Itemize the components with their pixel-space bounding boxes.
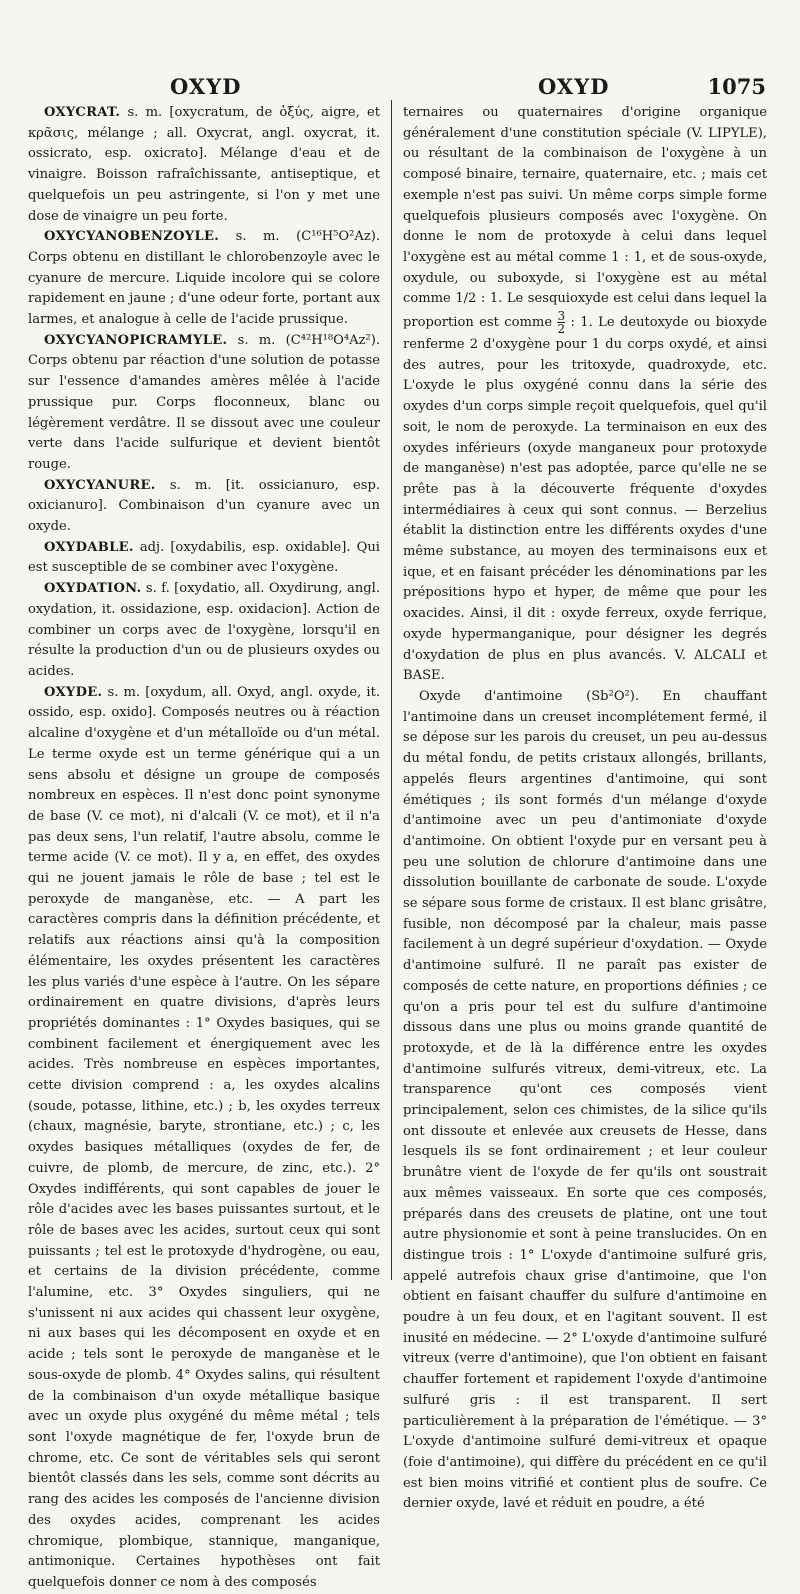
running-head-right: OXYD: [538, 74, 610, 99]
page-number: 1075: [707, 74, 766, 99]
entry-oxycyanopicramyle: OXYCYANOPICRAMYLE. s. m. (C⁴²H¹⁸O⁴Az²). Corps obtenu par réaction d'une solution de potasse sur l'essence d'amandes amères mêlée à l'acide prussique pur. Corps floconneux, blanc ou légèrement verdâtre. Il se dissout avec une couleur verte dans l'acide sulfurique et devient bientôt rouge.: [28, 332, 380, 472]
entry-oxyde: OXYDE. s. m. [oxydum, all. Oxyd, angl. oxyde, it. ossido, esp. oxido]. Composés neutres ou à réaction alcaline d'oxygène et d'un métalloïde ou d'un métal. Le terme oxyde est un terme générique qui a un sens absolu et désigne un groupe de composés nombreux en espèces. Il n'est donc point synonyme de base (V. ce mot), ni d'alcali (V. ce mot), et il n'a pas deux sens, l'un relatif, l'autre absolu, comme le terme acide (V. ce mot). Il y a, en effet, des oxydes qui ne jouent jamais le rôle de base ; tel est le peroxyde de manganèse, etc. — A part les caractères compris dans la définition précédente, et relatifs aux réactions ainsi qu'à la composition élémentaire, les oxydes présentent les caractères les plus variés d'une espèce à l'autre. On les sépare ordinairement en quatre divisions, d'après leurs propriétés dominantes : 1° Oxydes basiques, qui se combinent facilement et énergiquement avec les acides. Très nombreuse en espèces importantes, cette division comprend : a, les oxydes alcalins (soude, potasse, lithine, etc.) ; b, les oxydes terreux (chaux, magnésie, baryte, strontiane, etc.) ; c, les oxydes basiques métalliques (oxydes de fer, de cuivre, de plomb, de mercure, de zinc, etc.). 2° Oxydes indifférents, qui sont capables de jouer le rôle d'acides avec les bases puissantes surtout, et le rôle de bases avec les acides, surtout ceux qui sont puissants ; tel est le protoxyde d'hydrogène, ou eau, et certains de la division précédente, comme l'alumine, etc. 3° Oxydes singuliers, qui ne s'unissent ni aux acides qui chassent leur oxygène, ni aux bases qui les décomposent en oxyde et en acide ; tels sont le peroxyde de manganèse et le sous-oxyde de plomb. 4° Oxydes salins, qui résultent de la combinaison d'un oxyde métallique basique avec un oxyde plus oxygéné du même métal ; tels sont l'oxyde magnétique de fer, l'oxyde brun de chrome, etc. Ce sont de véritables sels qui seront bientôt classés dans les sels, comme sont décrits au rang des acides les composés de l'ancienne division des oxydes acides, comprenant les acides chromique, plombique, stannique, manganique, antimonique. Certaines hypothèses ont fait quelquefois donner ce nom à des composés: [28, 684, 380, 1590]
entry-oxycyanobenzoyle: OXYCYANOBENZOYLE. s. m. (C¹⁶H⁵O²Az). Corps obtenu en distillant le chlorobenzoyle avec le cyanure de mercure. Liquide incolore qui se colore rapidement en jaune ; d'une odeur forte, portant aux larmes, et analogue à celle de l'acide prussique.: [28, 229, 380, 328]
right-column: [403, 103, 767, 1515]
entry-oxycrat: OXYCRAT. s. m. [oxycratum, de ὀξύς, aigre, et κρᾶσις, mélange ; all. Oxycrat, angl. oxycrat, it. ossicrato, esp. oxicrato]. Mélange d'eau et de vinaigre. Boisson rafraîchissante, antiseptique, et quelquefois un peu astringente, si l'on y met une dose de vinaigre un peu forte.: [28, 105, 380, 224]
fraction-three-halves: $\frac{3}{2}$: [557, 309, 566, 337]
entry-oxyde-antimoine: Oxyde d'antimoine (Sb²O²). En chauffant l'antimoine dans un creuset incomplétement fermé, il se dépose sur les parois du creuset, un peu au-dessus du métal fondu, de petits cristaux allongés, brillants, appelés fleurs argentines d'antimoine, qui sont émétiques ; ils sont formés d'un mélange d'oxyde d'antimoine avec un peu d'antimoniate d'oxyde d'antimoine. On obtient l'oxyde pur en versant peu à peu une solution de chlorure d'antimoine dans une dissolution bouillante de carbonate de soude. L'oxyde se sépare sous forme de cristaux. Il est blanc grisâtre, fusible, non décomposé par la chaleur, mais passe facilement à un degré supérieur d'oxydation. — Oxyde d'antimoine sulfuré. Il ne paraît pas exister de composés de cette nature, en proportions définies ; ce qu'on a pris pour tel est du sulfure d'antimoine dissous dans une plus ou moins grande quantité de protoxyde, et de là la différence entre les oxydes d'antimoine sulfurés vitreux, demi-vitreux, etc. La transparence qu'ont ces composés vient principalement, selon ces chimistes, de la silice qu'ils ont dissoute et enlevée aux creusets de Hesse, dans lesquels ils se font ordinairement ; et leur couleur brunâtre vient de l'oxyde de fer qu'ils ont soustrait aux mêmes vaisseaux. En sorte que ces composés, préparés dans des creusets de platine, ont une tout autre physionomie et sont à peine translucides. On en distingue trois : 1° L'oxyde d'antimoine sulfuré gris, appelé autrefois chaux grise d'antimoine, que l'on obtient en faisant chauffer du sulfure d'antimoine en poudre à un feu doux, et en l'agitant souvent. Il est inusité en médecine. — 2° L'oxyde d'antimoine sulfuré vitreux (verre d'antimoine), que l'on obtient en faisant chauffer fortement et rapidement l'oxyde d'antimoine sulfuré gris : il est transparent. Il sert particulièrement à la préparation de l'émétique. — 3° L'oxyde d'antimoine sulfuré demi-vitreux et opaque (foie d'antimoine), qui diffère du précédent en ce qu'il est bien moins vitrifié et contient plus de soufre. Ce dernier oxyde, lavé et réduit en poudre, a été: [403, 688, 767, 1512]
column-divider: [391, 100, 392, 1280]
entry-oxydable: OXYDABLE. adj. [oxydabilis, esp. oxidable]. Qui est susceptible de se combiner avec l'oxygène.: [28, 539, 380, 576]
entry-oxydation: OXYDATION. s. f. [oxydatio, all. Oxydirung, angl. oxydation, it. ossidazione, esp. oxidacion]. Action de combiner un corps avec de l'oxygène, lorsqu'il en résulte la production d'un ou de plusieurs oxydes ou acides.: [28, 581, 380, 679]
running-head-left: OXYD: [170, 74, 242, 99]
left-column: [28, 103, 380, 1594]
oxyde-continuation: ternaires ou quaternaires d'origine organique généralement d'une constitution spéciale (V. LIPYLE), ou résultant de la combinaison de l'oxygène à un composé binaire, ternaire, quaternaire, etc. ; mais cet exemple n'est pas suivi. Un même corps simple forme quelquefois plusieurs composés avec l'oxygène. On donne le nom de protoxyde à celui dans lequel l'oxygène est au métal comme 1 : 1, et de sous-oxyde, oxydule, ou suboxyde, si l'oxygène est au métal comme 1/2 : 1. Le sesquioxyde est celui dans lequel la proportion est comme $\frac{3}{2}$ : 1. Le deutoxyde ou bioxyde renferme 2 d'oxygène pour 1 du corps oxydé, et ainsi des autres, pour les tritoxyde, quadroxyde, etc. L'oxyde le plus oxygéné connu dans la série des oxydes d'un corps simple reçoit quelquefois, quel qu'il soit, le nom de peroxyde. La terminaison en eux des oxydes inférieurs (oxyde manganeux pour protoxyde de manganèse) n'est pas adoptée, parce qu'elle ne se prête pas à la découverte fréquente d'oxydes intermédiaires à ceux qui sont connus. — Berzelius établit la distinction entre les différents oxydes d'une même substance, au moyen des terminaisons eux et ique, et en faisant précéder les dénominations par les prépositions hypo et hyper, de même que pour les oxacides. Ainsi, il dit : oxyde ferreux, oxyde ferrique, oxyde hypermanganique, pour désigner les degrés d'oxydation de plus en plus avancés. V. ALCALI et BASE.: [403, 105, 767, 684]
entry-oxycyanure: OXYCYANURE. s. m. [it. ossicianuro, esp. oxicianuro]. Combinaison d'un cyanure avec un oxyde.: [28, 477, 380, 535]
